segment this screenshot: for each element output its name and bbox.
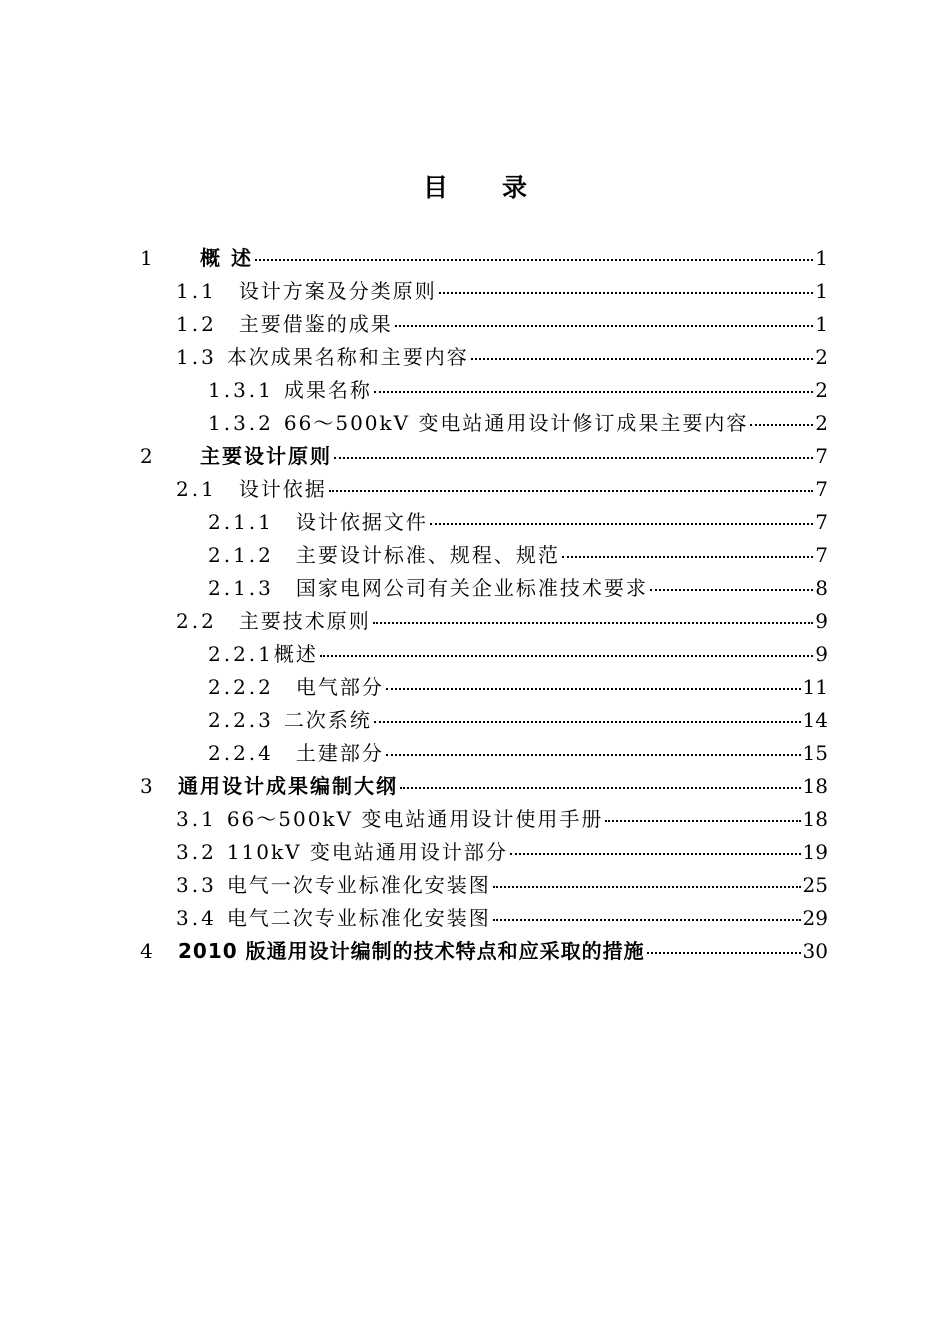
toc-entry[interactable] [140,275,828,308]
toc-entry[interactable] [140,902,828,935]
toc-entry-number: 2.1 [176,477,217,501]
toc-entry-title: 电气二次专业标准化安装图 [226,906,491,930]
toc-leader-dots [493,886,801,888]
toc-entry-number: 3.2 [176,840,217,864]
toc-leader-dots [374,721,801,723]
toc-entry[interactable] [140,803,828,836]
toc-leader-dots [439,292,813,294]
toc-leader-dots [400,787,801,789]
toc-entry-title: 电气部分 [295,675,384,699]
toc-entry-number: 3.1 [176,807,217,831]
toc-entry[interactable] [140,737,828,770]
toc-entry-number: 1.3.1 [208,378,274,402]
toc-leader-dots [320,655,813,657]
toc-entry[interactable] [140,473,828,506]
toc-leader-dots [510,853,801,855]
toc-entry-title: 概述 [273,642,318,666]
toc-leader-dots [386,688,801,690]
toc-entry-number: 1.3.2 [208,411,274,435]
toc-entry-title: 主要设计原则 [200,444,332,468]
toc-entry-page: 7 [815,543,828,567]
toc-leader-dots [493,919,801,921]
toc-entry-page: 1 [815,246,828,270]
toc-entry-title: 66～500kV 变电站通用设计修订成果主要内容 [283,411,749,435]
toc-entry-page: 7 [815,477,828,501]
toc-entry-number: 2.1.2 [208,543,274,567]
toc-entry[interactable] [140,308,828,341]
toc-entry[interactable] [140,638,828,671]
toc-entry-number: 2.1.3 [208,576,274,600]
toc-entry[interactable] [140,770,828,803]
toc-entry-page: 11 [802,675,828,699]
toc-entry-title: 设计依据 [238,477,327,501]
toc-leader-dots [373,622,813,624]
toc-entry-page: 2 [815,345,828,369]
toc-leader-dots [650,589,813,591]
toc-entry-page: 14 [802,708,828,732]
toc-entry[interactable] [140,572,828,605]
toc-entry-page: 1 [815,312,828,336]
toc-entry[interactable] [140,242,828,275]
toc-leader-dots [386,754,801,756]
toc-entry[interactable] [140,935,828,968]
toc-entry-page: 30 [802,939,828,963]
toc-entry-page: 2 [815,378,828,402]
toc-entry-number: 1.2 [176,312,217,336]
toc-entry-title: 主要设计标准、规程、规范 [295,543,560,567]
toc-entry-title: 二次系统 [283,708,372,732]
toc-entry[interactable] [140,374,828,407]
toc-entry-number: 2.2.1 [208,642,274,666]
toc-entry-title: 成果名称 [283,378,372,402]
toc-entry[interactable] [140,440,828,473]
toc-entry[interactable] [140,407,828,440]
toc-entry-page: 8 [815,576,828,600]
toc-entry-page: 7 [815,510,828,534]
toc-entry[interactable] [140,836,828,869]
toc-entry-title: 国家电网公司有关企业标准技术要求 [295,576,648,600]
toc-entry-number: 2.2 [176,609,217,633]
toc-leader-dots [647,952,801,954]
toc-entry[interactable] [140,704,828,737]
toc-entry[interactable] [140,539,828,572]
toc-entry-title: 电气一次专业标准化安装图 [226,873,491,897]
toc-leader-dots [471,358,813,360]
toc-entry-title: 通用设计成果编制大纲 [178,774,398,798]
toc-entry[interactable] [140,605,828,638]
toc-entry-title: 设计依据文件 [295,510,428,534]
toc-entry-number: 2.2.2 [208,675,274,699]
toc-entry[interactable] [140,341,828,374]
toc-entry-number: 1.1 [176,279,217,303]
toc-entry-title: 概 述 [200,246,253,270]
toc-entry-title: 110kV 变电站通用设计部分 [226,840,508,864]
toc-entry-title: 本次成果名称和主要内容 [226,345,469,369]
toc-entry-page: 7 [815,444,828,468]
toc-entry-title: 主要借鉴的成果 [238,312,393,336]
toc-entry-page: 1 [815,279,828,303]
toc-entry[interactable] [140,869,828,902]
toc-entry[interactable] [140,671,828,704]
toc-leader-dots [395,325,813,327]
toc-entry[interactable] [140,506,828,539]
toc-entry-page: 9 [815,609,828,633]
toc-entry-number: 2.2.3 [208,708,274,732]
toc-entry-number: 2.2.4 [208,741,274,765]
toc-entry-page: 29 [802,906,828,930]
toc-entry-number: 4 [140,939,153,963]
toc-entry-page: 19 [802,840,828,864]
toc-entry-page: 2 [815,411,828,435]
toc-entry-number: 3 [140,774,153,798]
toc-leader-dots [430,523,813,525]
toc-entry-title: 主要技术原则 [238,609,371,633]
toc-entry-page: 18 [802,774,828,798]
toc-entry-number: 1.3 [176,345,217,369]
toc-leader-dots [605,820,800,822]
toc-entry-title: 设计方案及分类原则 [238,279,437,303]
toc-entry-number: 1 [140,246,153,270]
toc-entry-page: 18 [802,807,828,831]
toc-entry-page: 9 [815,642,828,666]
page-title: 目录 [422,173,581,202]
toc-entry-title: 66～500kV 变电站通用设计使用手册 [226,807,604,831]
toc-entry-title: 土建部分 [295,741,384,765]
toc-entry-number: 2.1.1 [208,510,274,534]
toc-leader-dots [374,391,813,393]
toc-entry-page: 15 [802,741,828,765]
toc-leader-dots [750,424,813,426]
table-of-contents [140,242,828,968]
toc-entry-number: 2 [140,444,153,468]
toc-leader-dots [329,490,813,492]
toc-entry-number: 3.4 [176,906,217,930]
toc-leader-dots [562,556,813,558]
toc-entry-number: 3.3 [176,873,217,897]
toc-entry-title: 2010 版通用设计编制的技术特点和应采取的措施 [178,939,645,963]
toc-leader-dots [334,457,813,459]
toc-leader-dots [255,259,813,261]
toc-entry-page: 25 [802,873,828,897]
